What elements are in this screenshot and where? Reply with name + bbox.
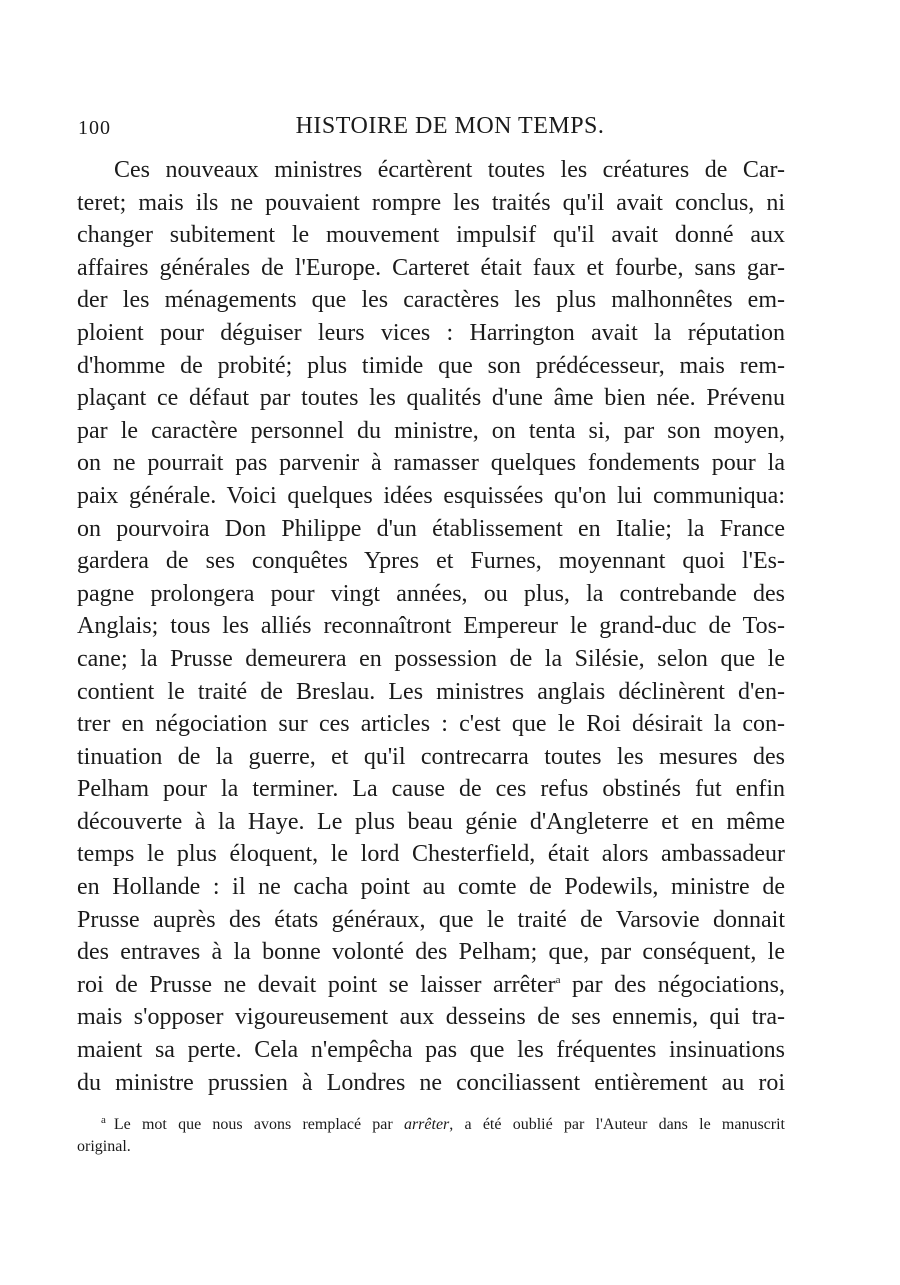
footnote bbox=[77, 1114, 785, 1158]
page-number: 100 bbox=[78, 117, 111, 139]
text-segment: roi de Prusse ne devait point se laisser arrêter bbox=[77, 971, 556, 998]
text-line: Anglais; tous les alliés reconnaîtront Empereur le grand-duc de Tos- bbox=[77, 613, 785, 640]
text-line: paix générale. Voici quelques idées esquissées qu'on lui communiqua: bbox=[77, 482, 785, 509]
text-line: tinuation de la guerre, et qu'il contrecarra toutes les mesures des bbox=[77, 743, 785, 770]
text-line: on ne pourrait pas parvenir à ramasser quelques fondements pour la bbox=[77, 450, 785, 477]
text-line: teret; mais ils ne pouvaient rompre les traités qu'il avait conclus, ni bbox=[77, 189, 785, 216]
text-line: contient le traité de Breslau. Les ministres anglais déclinèrent d'en- bbox=[77, 678, 785, 705]
text-line: Ces nouveaux ministres écartèrent toutes les créatures de Car- bbox=[114, 157, 785, 183]
text-line-with-footnote-ref bbox=[77, 969, 785, 1002]
running-title: HISTOIRE DE MON TEMPS. bbox=[295, 113, 605, 139]
text-line: en Hollande : il ne cacha point au comte de Podewils, ministre de bbox=[77, 874, 785, 901]
text-line: affaires générales de l'Europe. Carteret était faux et fourbe, sans gar- bbox=[77, 254, 785, 281]
text-line: d'homme de probité; plus timide que son prédécesseur, mais rem- bbox=[77, 352, 785, 379]
text-line: gardera de ses conquêtes Ypres et Furnes, moyennant quoi l'Es- bbox=[77, 548, 785, 575]
text-line: pagne prolongera pour vingt années, ou plus, la contrebande des bbox=[77, 580, 785, 607]
footnote-text: , a été oublié par l'Auteur dans le manuscrit bbox=[449, 1116, 785, 1133]
text-line: on pourvoira Don Philippe d'un établissement en Italie; la France bbox=[77, 515, 785, 542]
text-line: mais s'opposer vigoureusement aux desseins de ses ennemis, qui tra- bbox=[77, 1004, 785, 1031]
text-line: changer subitement le mouvement impulsif qu'il avait donné aux bbox=[77, 222, 785, 249]
text-line: par le caractère personnel du ministre, on tenta si, par son moyen, bbox=[77, 417, 785, 444]
text-line: der les ménagements que les caractères les plus malhonnêtes em- bbox=[77, 287, 785, 314]
text-line: Pelham pour la terminer. La cause de ces refus obstinés fut enfin bbox=[77, 776, 785, 803]
text-line: Prusse auprès des états généraux, que le traité de Varsovie donnait bbox=[77, 906, 785, 933]
text-line: temps le plus éloquent, le lord Chesterfield, était alors ambassadeur bbox=[77, 841, 785, 868]
footnote-reference[interactable]: a bbox=[555, 973, 561, 986]
footnote-line bbox=[77, 1114, 785, 1136]
footnote-line: original. bbox=[77, 1138, 131, 1155]
footnote-marker: a bbox=[101, 1113, 106, 1126]
footnote-text: Le mot que nous avons remplacé par bbox=[113, 1116, 404, 1133]
text-line: du ministre prussien à Londres ne conciliassent entièrement au roi bbox=[77, 1069, 785, 1096]
text-line: trer en négociation sur ces articles : c'est que le Roi désirait la con- bbox=[77, 711, 785, 738]
text-line: cane; la Prusse demeurera en possession de la Silésie, selon que le bbox=[77, 645, 785, 672]
footnote-italic-word: arrêter bbox=[403, 1116, 450, 1133]
text-line: maient sa perte. Cela n'empêcha pas que les fréquentes insinuations bbox=[77, 1037, 785, 1064]
text-line: découverte à la Haye. Le plus beau génie d'Angleterre et en même bbox=[77, 808, 785, 835]
text-line: ploient pour déguiser leurs vices : Harrington avait la réputation bbox=[77, 319, 785, 346]
text-line: des entraves à la bonne volonté des Pelham; que, par conséquent, le bbox=[77, 939, 785, 966]
main-text-block bbox=[77, 154, 785, 1099]
text-line: plaçant ce défaut par toutes les qualités d'une âme bien née. Prévenu bbox=[77, 385, 785, 412]
text-segment: par des négociations, bbox=[560, 971, 785, 998]
